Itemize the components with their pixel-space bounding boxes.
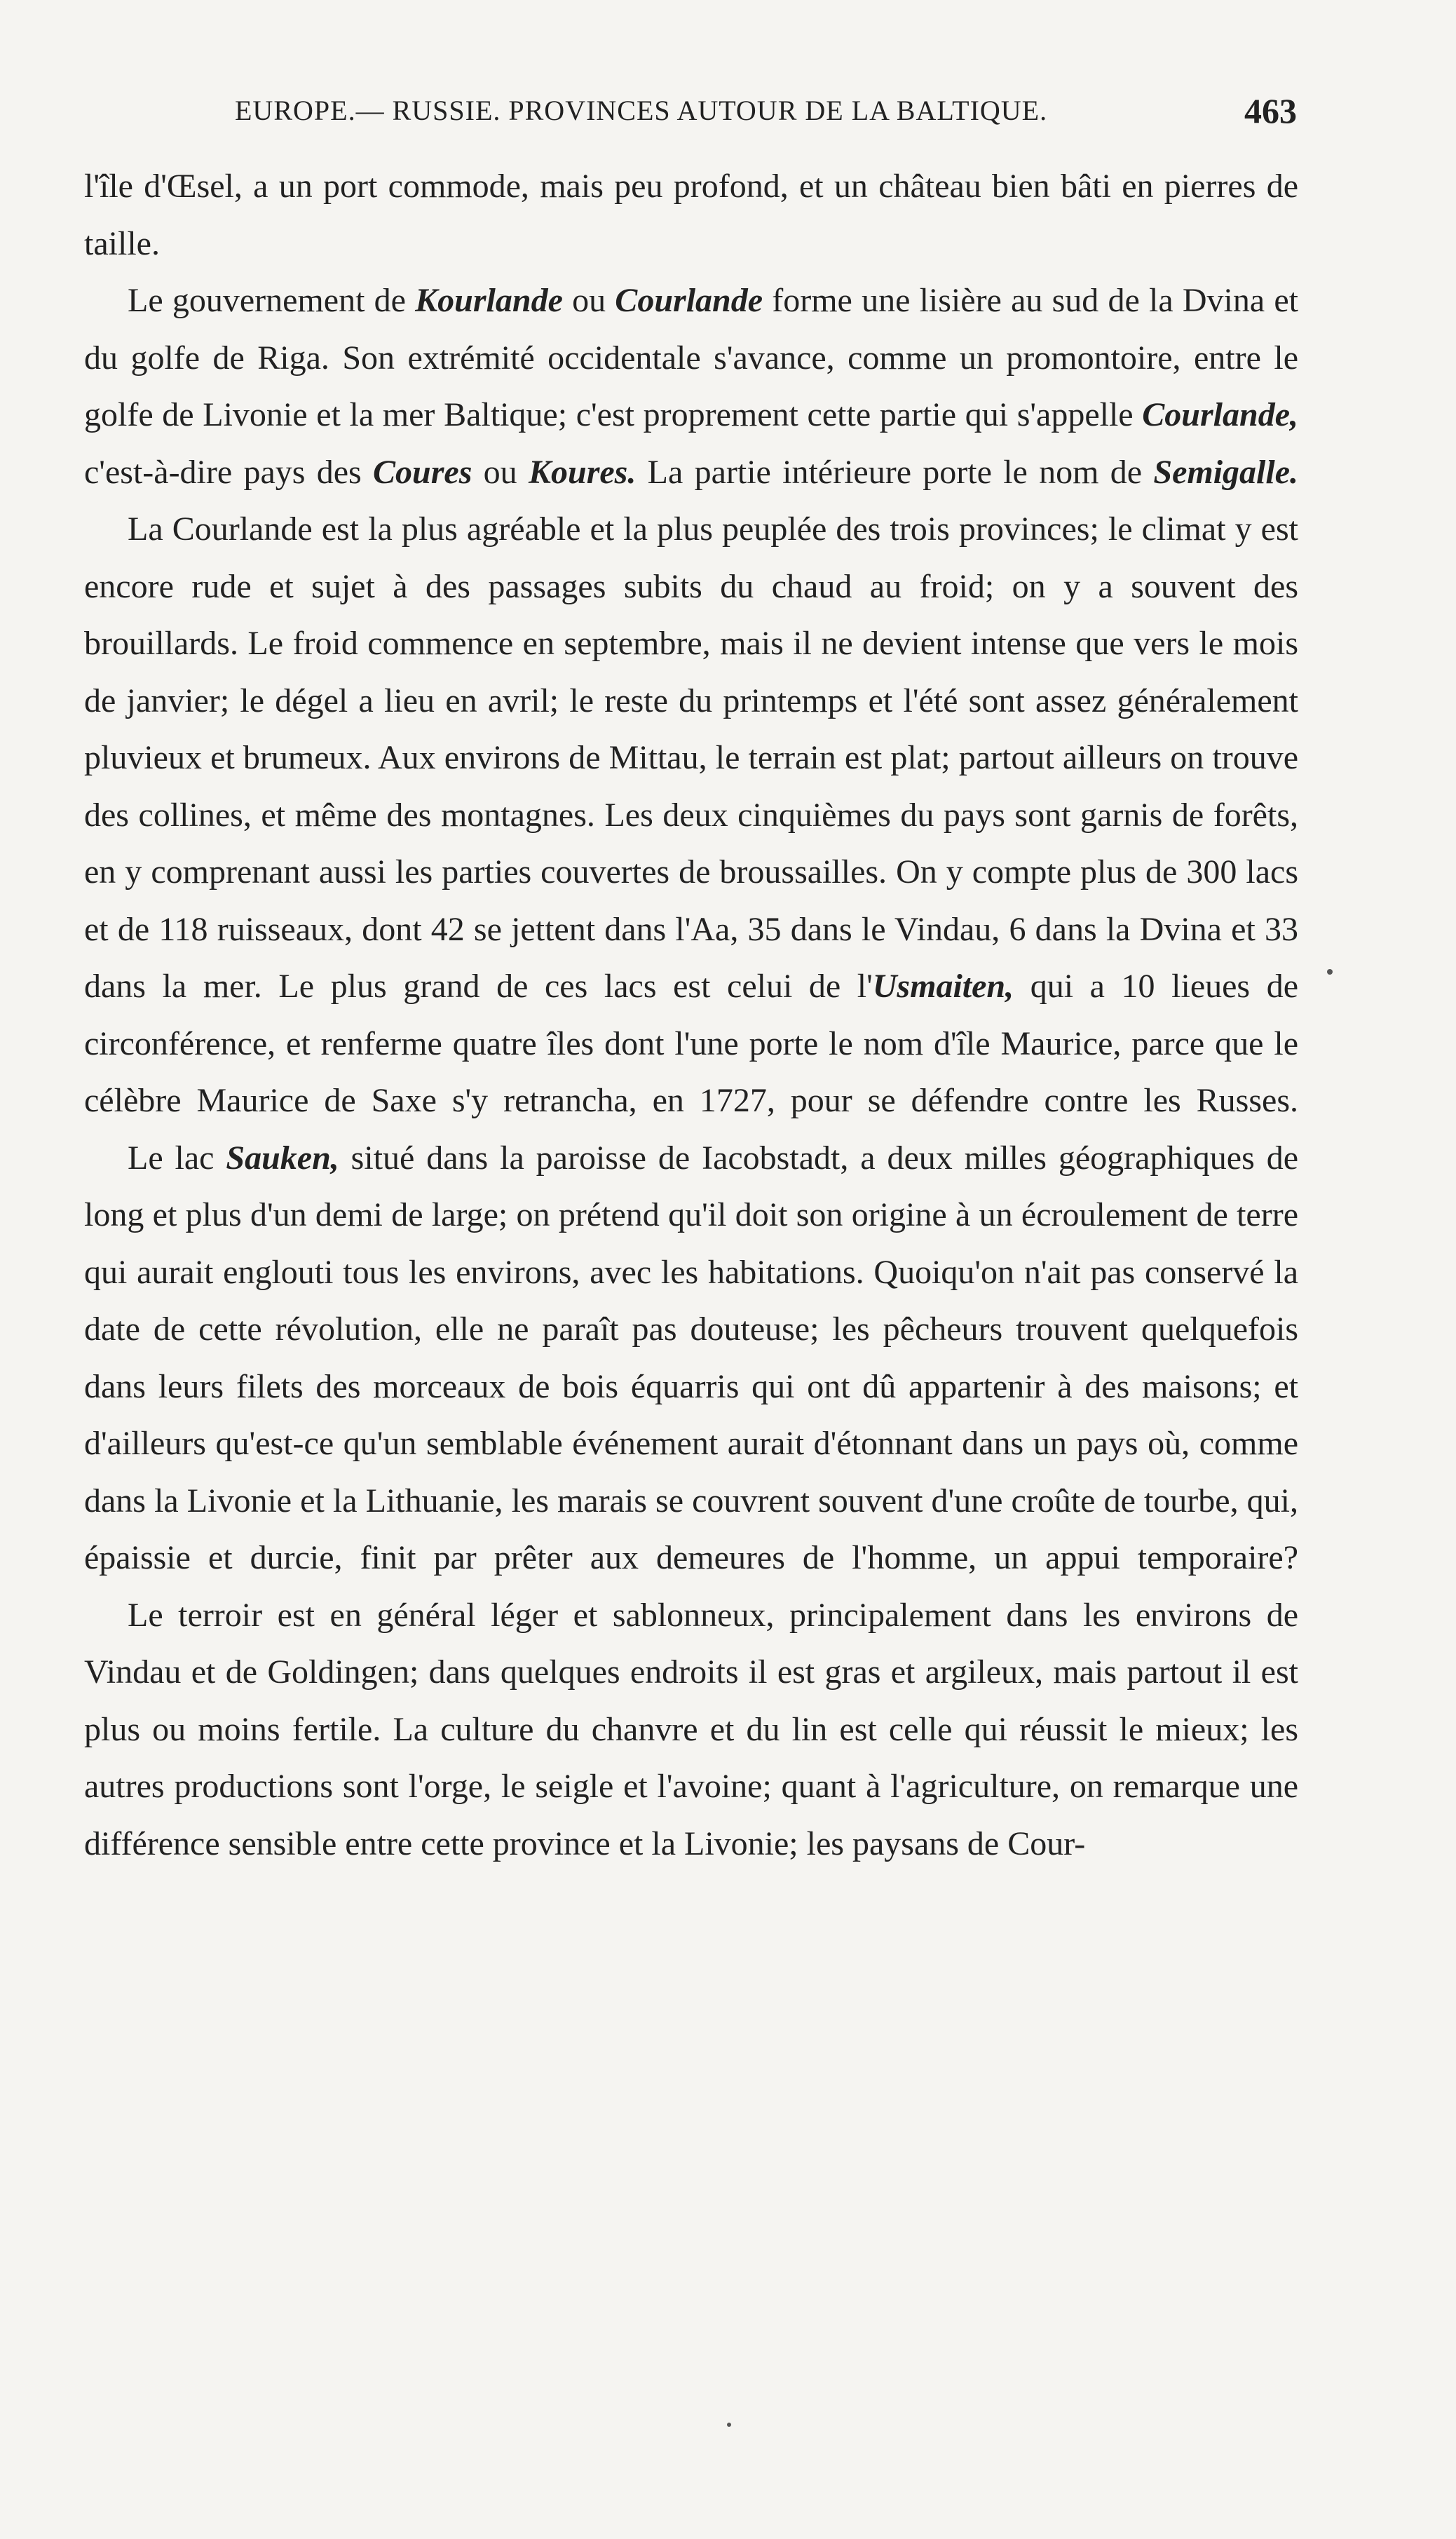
italic-term: Courlande, (1142, 396, 1298, 433)
running-head: EUROPE.— RUSSIE. PROVINCES AUTOUR DE LA BALTIQUE. (235, 95, 1048, 126)
text-segment: ou (472, 453, 529, 491)
italic-term: Kourlande (415, 282, 563, 319)
paragraph-3 (84, 501, 1298, 1130)
text-segment: La partie intérieure porte le nom de (636, 453, 1154, 491)
text-segment: ou (562, 282, 615, 319)
text-segment: Le gouvernement de (128, 282, 416, 319)
paragraph-4 (84, 1130, 1298, 1587)
text-segment: c'est-à-dire pays des (84, 453, 374, 491)
italic-term: Courlande (615, 282, 763, 319)
page-header (235, 90, 1297, 132)
paragraph-2 (84, 272, 1298, 501)
italic-term: Koures. (528, 453, 637, 491)
text-segment: l'île d'Œsel, a un port commode, mais peu profond, et un château bien bâti en pierres de taille. (84, 168, 1298, 262)
body-text (84, 158, 1298, 1872)
text-segment: Le terroir est en général léger et sablonneux, principalement dans les environs de Vindau et de Goldingen; dans quelques endroits il est gras et argileux, mais partout il est plus ou moins fertile. La culture du chanvre et du lin est celle qui réussit le mieux; les autres productions sont l'orge, le seigle et l'avoine; quant à l'agriculture, on remarque une différence sensible entre cette province et la Livonie; les paysans de Cour- (84, 1596, 1298, 1862)
text-segment: forme une lisière au sud de la Dvina et du golfe de Riga. Son extrémité occidentale s'avance, comme un promontoire, entre le golfe de Livonie et la mer Baltique; c'est proprement cette partie qui s'appelle (84, 282, 1298, 433)
text-segment: situé dans la paroisse de Iacobstadt, a deux milles géographiques de long et plus d'un demi de large; on prétend qu'il doit son origine à un écroulement de terre qui aurait englouti tous les environs, avec les habitations. Quoiqu'on n'ait pas conservé la date de cette révolution, elle ne paraît pas douteuse; les pêcheurs trouvent quelquefois dans leurs filets des morceaux de bois équarris qui ont dû appartenir à des maisons; et d'ailleurs qu'est-ce qu'un semblable événement aurait d'étonnant dans un pays où, comme dans la Livonie et la Lithuanie, les marais se couvrent souvent d'une croûte de tourbe, qui, épaissie et durcie, finit par prêter aux demeures de l'homme, un appui temporaire? (84, 1139, 1299, 1576)
print-speck (727, 2423, 731, 2427)
text-segment: qui a 10 lieues de circonférence, et renferme quatre îles dont l'une porte le nom d'île Maurice, parce que le célèbre Maurice de Saxe s'y retrancha, en 1727, pour se défendre contre les Russes. (84, 968, 1298, 1119)
text-segment: La Courlande est la plus agréable et la plus peuplée des trois provinces; le climat y est encore rude et sujet à des passages subits du chaud au froid; on y a souvent des brouillards. Le froid commence en septembre, mais il ne devient intense que vers le mois de janvier; le dégel a lieu en avril; le reste du printemps et l'été sont assez généralement pluvieux et brumeux. Aux environs de Mittau, le terrain est plat; partout ailleurs on trouve des collines, et même des montagnes. Les deux cinquièmes du pays sont garnis de forêts, en y comprenant aussi les parties couvertes de broussailles. On y compte plus de 300 lacs et de 118 ruisseaux, dont 42 se jettent dans l'Aa, 35 dans le Vindau, 6 dans la Dvina et 33 dans la mer. Le plus grand de ces lacs est celui de l' (84, 510, 1298, 1005)
italic-term: Semigalle. (1153, 453, 1299, 491)
paragraph-1 (84, 158, 1298, 272)
print-speck (1327, 969, 1333, 975)
page-number: 463 (1244, 91, 1297, 130)
italic-term: Sauken, (226, 1139, 339, 1177)
italic-term: Usmaiten, (872, 968, 1014, 1005)
italic-term: Coures (373, 453, 472, 491)
text-segment: Le lac (128, 1139, 226, 1177)
paragraph-5 (84, 1587, 1298, 1873)
